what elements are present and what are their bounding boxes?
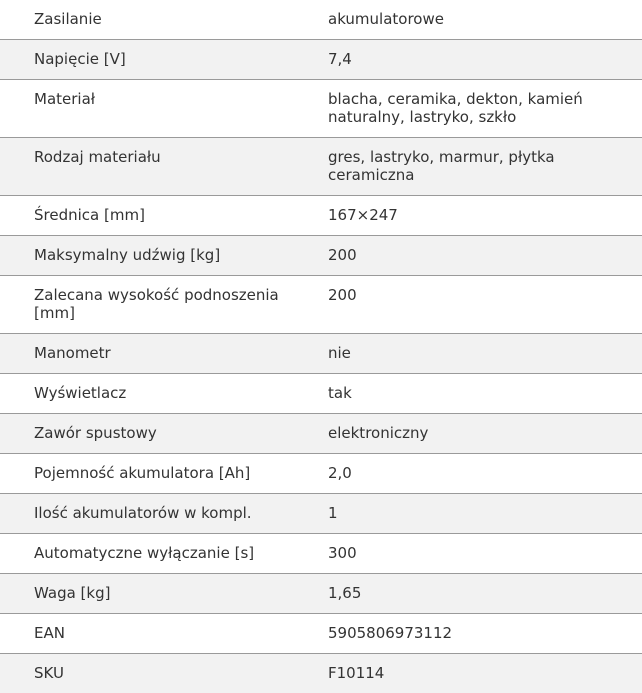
spec-row-power-source xyxy=(0,0,642,40)
spec-label: Wyświetlacz xyxy=(0,374,328,414)
spec-row-material-type xyxy=(0,138,642,196)
spec-value: akumulatorowe xyxy=(328,0,642,40)
spec-row-display xyxy=(0,374,642,414)
spec-label: Maksymalny udźwig [kg] xyxy=(0,236,328,276)
spec-label: Pojemność akumulatora [Ah] xyxy=(0,454,328,494)
spec-row-weight xyxy=(0,574,642,614)
spec-row-battery-capacity xyxy=(0,454,642,494)
spec-value: 1,65 xyxy=(328,574,642,614)
spec-label: Napięcie [V] xyxy=(0,40,328,80)
spec-label: Waga [kg] xyxy=(0,574,328,614)
spec-row-auto-shutoff xyxy=(0,534,642,574)
spec-value: 7,4 xyxy=(328,40,642,80)
spec-value: gres, lastryko, marmur, płytka ceramiczna xyxy=(328,138,642,196)
spec-row-release-valve xyxy=(0,414,642,454)
spec-label: Materiał xyxy=(0,80,328,138)
spec-row-lift-height xyxy=(0,276,642,334)
spec-row-sku xyxy=(0,654,642,693)
spec-value: 1 xyxy=(328,494,642,534)
spec-value: 200 xyxy=(328,236,642,276)
spec-label: EAN xyxy=(0,614,328,654)
spec-value: 5905806973112 xyxy=(328,614,642,654)
spec-label: Średnica [mm] xyxy=(0,196,328,236)
spec-label: Zalecana wysokość podnoszenia [mm] xyxy=(0,276,328,334)
spec-row-material xyxy=(0,80,642,138)
spec-label: Manometr xyxy=(0,334,328,374)
spec-label: Zasilanie xyxy=(0,0,328,40)
spec-value: 200 xyxy=(328,276,642,334)
spec-value: nie xyxy=(328,334,642,374)
spec-label: Ilość akumulatorów w kompl. xyxy=(0,494,328,534)
spec-value: 300 xyxy=(328,534,642,574)
spec-value: blacha, ceramika, dekton, kamień naturalny, lastryko, szkło xyxy=(328,80,642,138)
spec-value: 2,0 xyxy=(328,454,642,494)
spec-row-diameter xyxy=(0,196,642,236)
spec-row-voltage xyxy=(0,40,642,80)
spec-row-max-load xyxy=(0,236,642,276)
spec-label: Zawór spustowy xyxy=(0,414,328,454)
spec-value: F10114 xyxy=(328,654,642,693)
spec-row-ean xyxy=(0,614,642,654)
spec-row-manometer xyxy=(0,334,642,374)
spec-value: 167×247 xyxy=(328,196,642,236)
spec-label: Automatyczne wyłączanie [s] xyxy=(0,534,328,574)
spec-row-battery-count xyxy=(0,494,642,534)
spec-label: Rodzaj materiału xyxy=(0,138,328,196)
spec-label: SKU xyxy=(0,654,328,693)
spec-value: elektroniczny xyxy=(328,414,642,454)
spec-value: tak xyxy=(328,374,642,414)
